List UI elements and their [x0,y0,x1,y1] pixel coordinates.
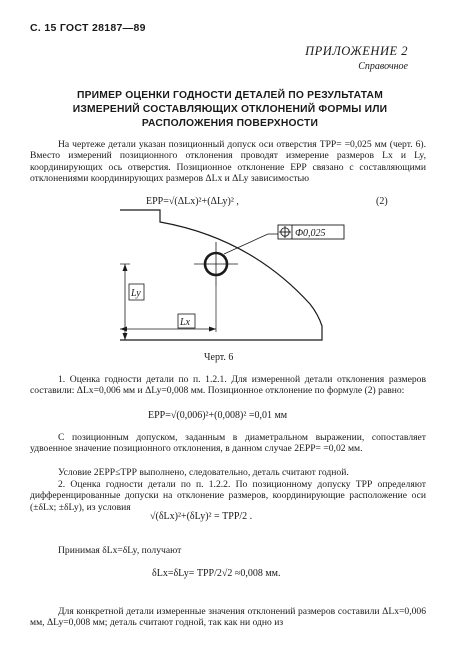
section-2-assumption: Принимая δLx=δLy, получают [58,545,182,556]
page-header: С. 15 ГОСТ 28187—89 [30,22,146,34]
equation-4: √(δLx)²+(δLy)² = ТРР/2 . [150,511,253,522]
equation-2: ЕРР=√(ΔLx)²+(ΔLy)² , [146,196,239,207]
figure-caption: Черт. 6 [204,352,234,363]
intro-paragraph: На чертеже детали указан позиционный допуск оси отверстия ТРР= =0,025 мм (черт. 6). Вместо измерений позиционного отклонения проводят измерение размеров Lx и Ly, координирующих ось отверстия. Позиционное отклонение ЕРР связано с составляющими отклонениями координирующих размеров ΔLx и ΔLy зависимостью [30,139,426,184]
section-1-comparison: С позиционным допуском, заданным в диаметральном выражении, сопоставляет удвоенное значение позиционного отклонения, в данном случае 2ЕРР= =0,02 мм. [30,432,426,455]
tolerance-value: Ф0,025 [295,228,326,239]
equation-2-number: (2) [376,196,388,207]
appendix-label [305,44,408,72]
equation-3: ЕРР=√(0,006)²+(0,008)² =0,01 мм [148,410,288,421]
section-2-paragraph: 2. Оценка годности детали по п. 1.2.2. По позиционному допуску ТРР определяют дифференцированные допуски на отклонение размеров, координирующие расположение оси (±δLx; ±δLy), из условия [30,479,426,513]
final-paragraph: Для конкретной детали измеренные значения отклонений размеров составили ΔLx=0,006 мм, ΔLy=0,008 мм; деталь считают годной, так как ни одно из [30,606,426,629]
title-line-2: ИЗМЕРЕНИЙ СОСТАВЛЯЮЩИХ ОТКЛОНЕНИЙ ФОРМЫ ИЛИ [72,104,388,115]
lx-label: Lx [180,317,190,328]
equation-5: δLx=δLy= ТРР/2√2 ≈0,008 мм. [152,568,281,579]
document-title [40,89,420,131]
drawing-figure-6 [100,208,400,350]
title-line-1: ПРИМЕР ОЦЕНКИ ГОДНОСТИ ДЕТАЛЕЙ ПО РЕЗУЛЬТАТАМ [77,90,383,101]
title-line-3: РАСПОЛОЖЕНИЯ ПОВЕРХНОСТИ [141,118,319,129]
section-1-paragraph: 1. Оценка годности детали по п. 1.2.1. Для измеренной детали отклонения размеров составили: ΔLx=0,006 мм и ΔLy=0,008 мм. Позиционное отклонение по формуле (2) равно: [30,374,426,397]
section-1-conclusion: Условие 2ЕРР≤ТРР выполнено, следовательно, деталь считают годной. [58,467,349,478]
appendix-title: ПРИЛОЖЕНИЕ 2 [305,44,408,58]
ly-label: Ly [131,288,141,299]
appendix-subtitle: Справочное [358,61,408,72]
